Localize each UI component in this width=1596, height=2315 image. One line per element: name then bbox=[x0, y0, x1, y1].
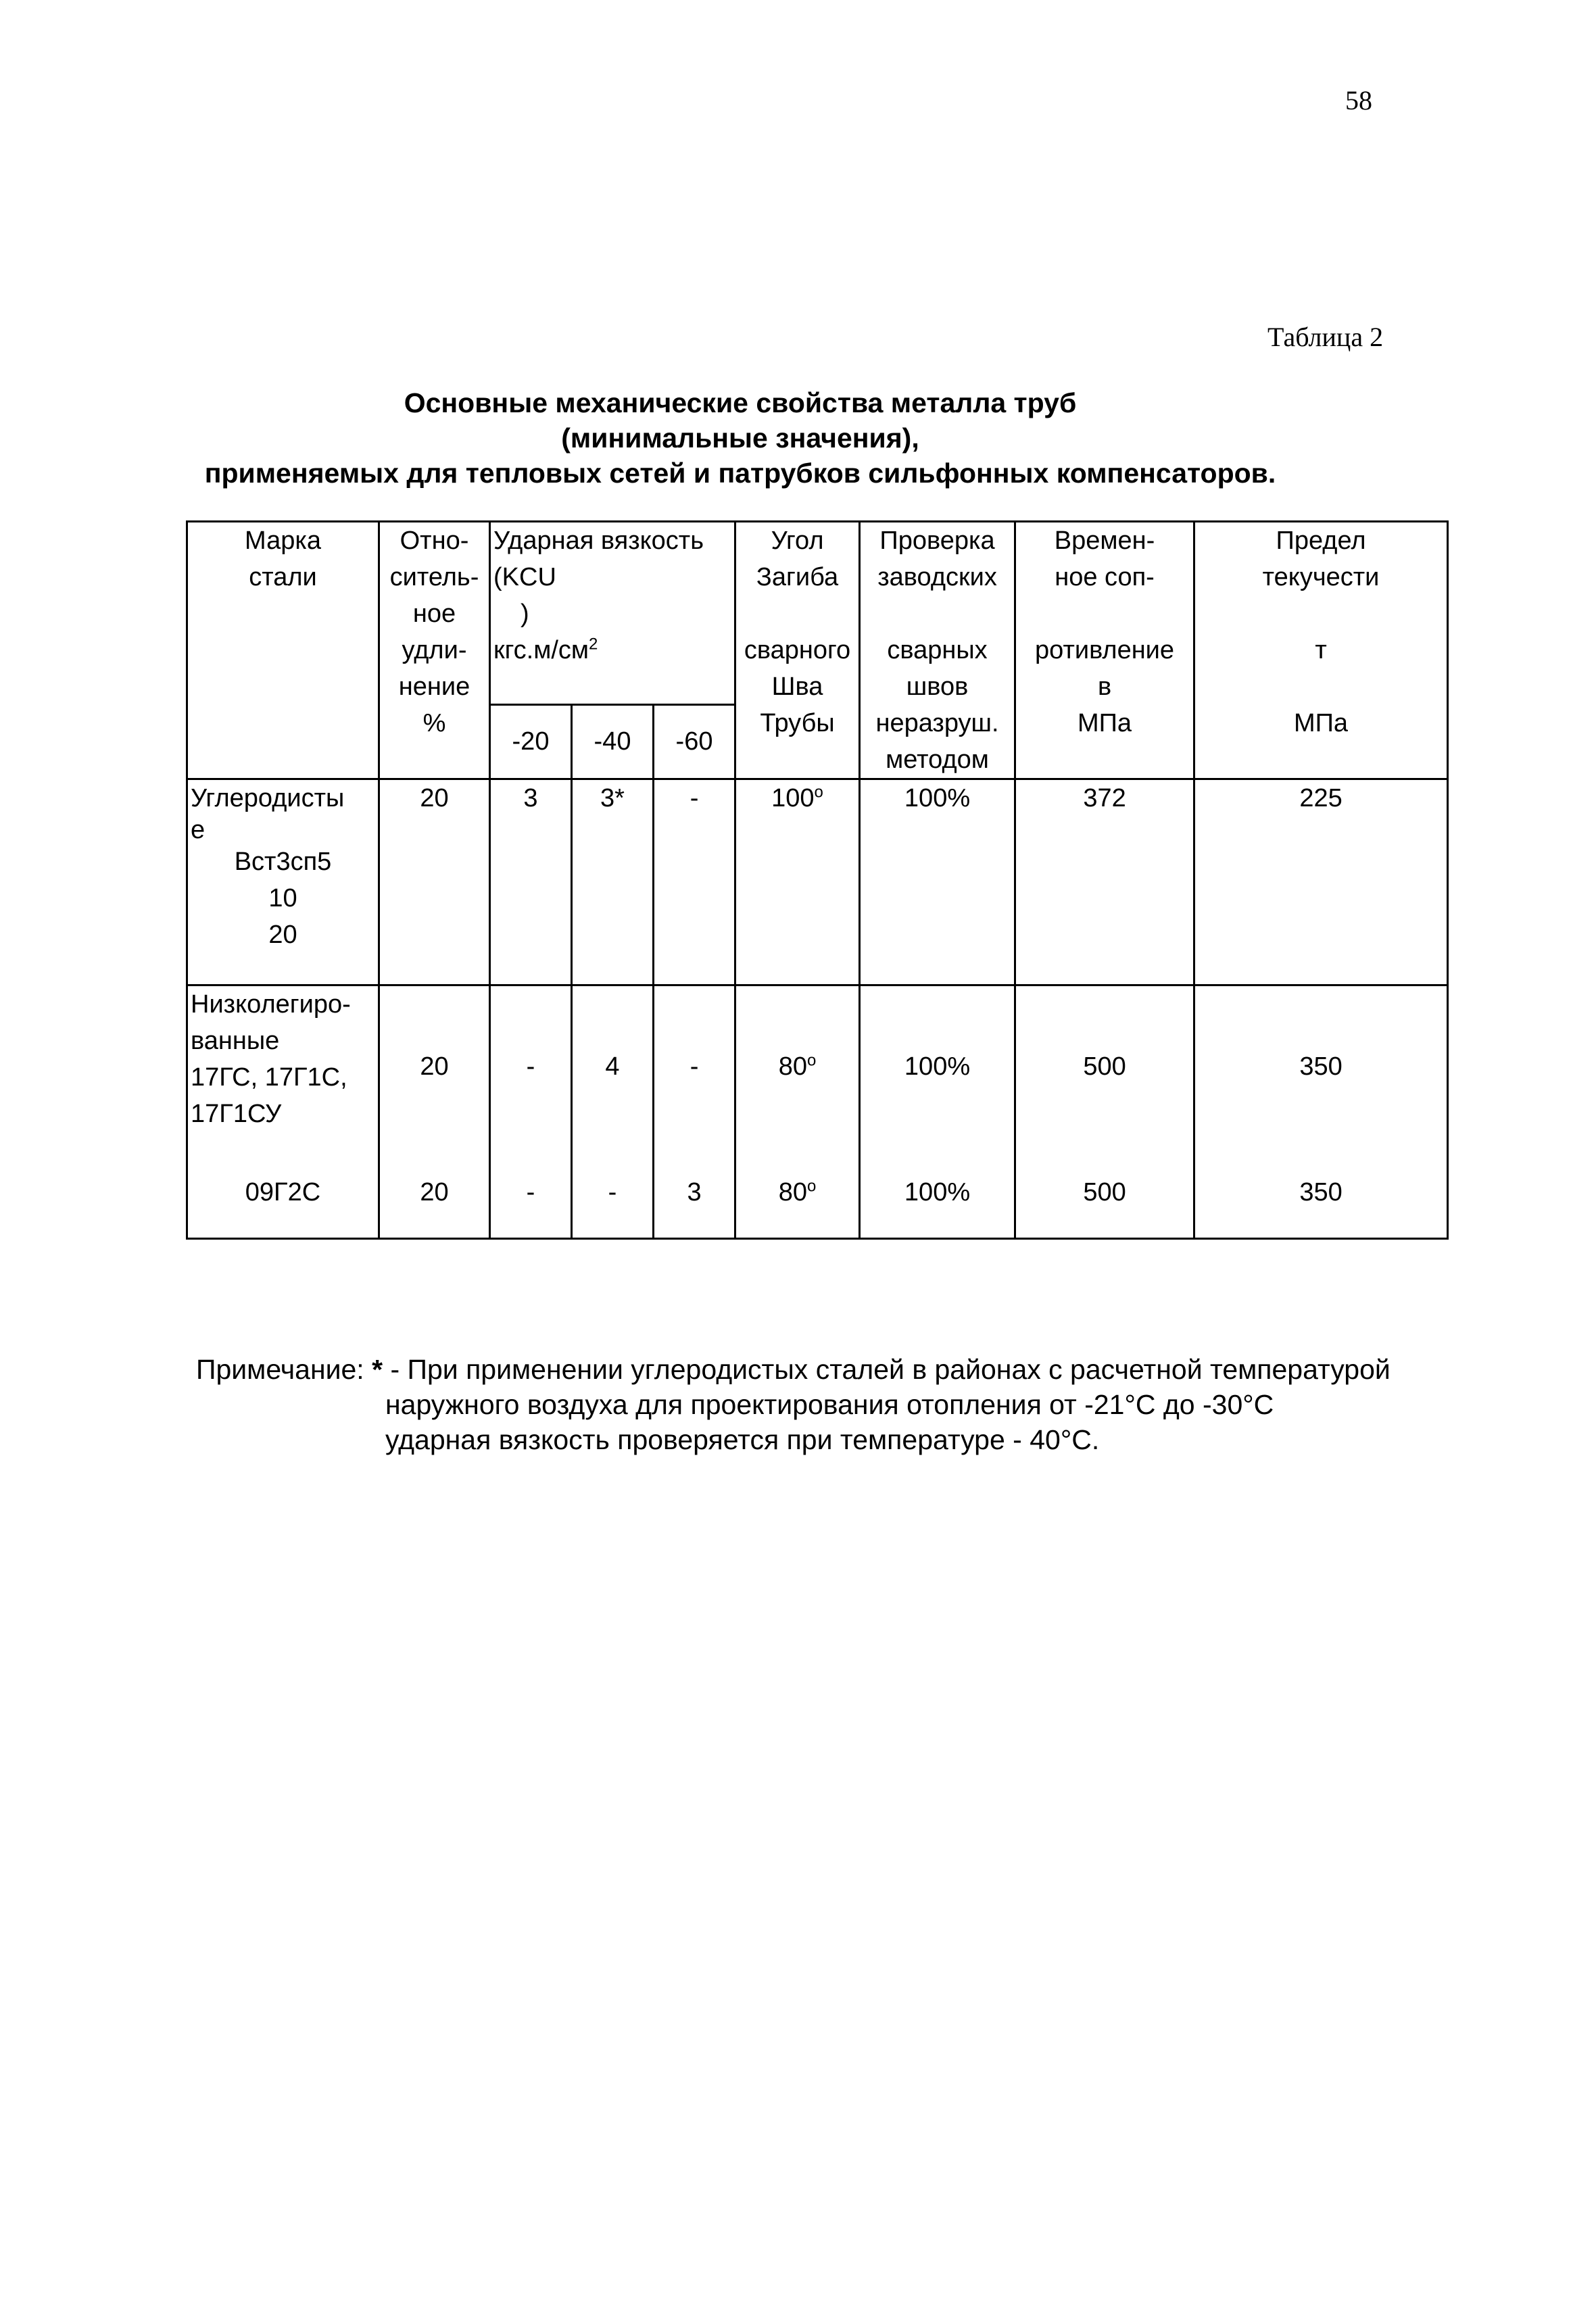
note-line-2: наружного воздуха для проектирования отопления от -21°С до -30°С bbox=[385, 1389, 1274, 1420]
row-impact-minus60: - bbox=[654, 779, 735, 985]
title-line-2: (минимальные значения), bbox=[561, 422, 919, 454]
header-yield: Предел текучести т МПа bbox=[1194, 522, 1448, 779]
row-impact-minus40: 3* bbox=[572, 779, 654, 985]
row-impact-minus60: 3 bbox=[654, 1148, 735, 1239]
row-tensile: 500 bbox=[1015, 1148, 1194, 1239]
row-bend: 80$^o$ bbox=[735, 985, 860, 1148]
table-row bbox=[187, 1148, 1448, 1239]
note-line-1: - При применении углеродистых сталей в районах с расчетной температурой bbox=[383, 1354, 1391, 1385]
header-impact-minus60: -60 bbox=[654, 704, 735, 779]
header-row-1 bbox=[187, 522, 1448, 705]
row-impact-minus60: - bbox=[654, 985, 735, 1148]
header-impact: Ударная вязкость (KCU ) $кгс.м/см^2$ bbox=[490, 522, 735, 705]
row-yield: 350 bbox=[1194, 1148, 1448, 1239]
header-impact-minus20: -20 bbox=[490, 704, 572, 779]
footnote bbox=[196, 1352, 1460, 1457]
row-elongation: 20 bbox=[379, 1148, 490, 1239]
table-row bbox=[187, 985, 1448, 1148]
table-title bbox=[176, 385, 1305, 491]
row-check: 100% bbox=[860, 985, 1015, 1148]
row-elongation: 20 bbox=[379, 779, 490, 985]
title-line-1: Основные механические свойства металла труб bbox=[404, 387, 1077, 418]
row-check: 100% bbox=[860, 1148, 1015, 1239]
header-elongation: Отно- ситель- ное удли- нение % bbox=[379, 522, 490, 779]
header-tensile: Времен- ное соп- ротивление в МПа bbox=[1015, 522, 1194, 779]
row-grade: Углеродисты е Вст3сп5 10 20 bbox=[187, 779, 379, 985]
note-label: Примечание: bbox=[196, 1354, 372, 1385]
row-check: 100% bbox=[860, 779, 1015, 985]
row-impact-minus20: - bbox=[490, 985, 572, 1148]
row-tensile: 500 bbox=[1015, 985, 1194, 1148]
row-tensile: 372 bbox=[1015, 779, 1194, 985]
note-line-3: ударная вязкость проверяется при температуре - 40°С. bbox=[385, 1424, 1100, 1455]
table-row bbox=[187, 779, 1448, 985]
header-grade: Марка стали bbox=[187, 522, 379, 779]
properties-table bbox=[186, 520, 1449, 1240]
row-yield: 225 bbox=[1194, 779, 1448, 985]
row-impact-minus20: - bbox=[490, 1148, 572, 1239]
header-check: Проверка заводских сварных швов неразруш. методом bbox=[860, 522, 1015, 779]
row-bend: 80$^o$ bbox=[735, 1148, 860, 1239]
row-impact-minus40: 4 bbox=[572, 985, 654, 1148]
table-label: Таблица 2 bbox=[1267, 322, 1384, 352]
title-line-3: применяемых для тепловых сетей и патрубков сильфонных компенсаторов. bbox=[204, 458, 1276, 489]
row-elongation: 20 bbox=[379, 985, 490, 1148]
row-impact-minus40: - bbox=[572, 1148, 654, 1239]
row-impact-minus20: 3 bbox=[490, 779, 572, 985]
row-grade: Низколегиро- ванные 17ГС, 17Г1С, 17Г1СУ bbox=[187, 985, 379, 1148]
header-impact-minus40: -40 bbox=[572, 704, 654, 779]
header-bend: Угол Загиба сварного Шва Трубы bbox=[735, 522, 860, 779]
row-yield: 350 bbox=[1194, 985, 1448, 1148]
row-grade: 09Г2С bbox=[187, 1148, 379, 1239]
row-bend: 100$^o$ bbox=[735, 779, 860, 985]
note-star: * bbox=[372, 1354, 383, 1385]
page-number: 58 bbox=[1345, 85, 1372, 116]
